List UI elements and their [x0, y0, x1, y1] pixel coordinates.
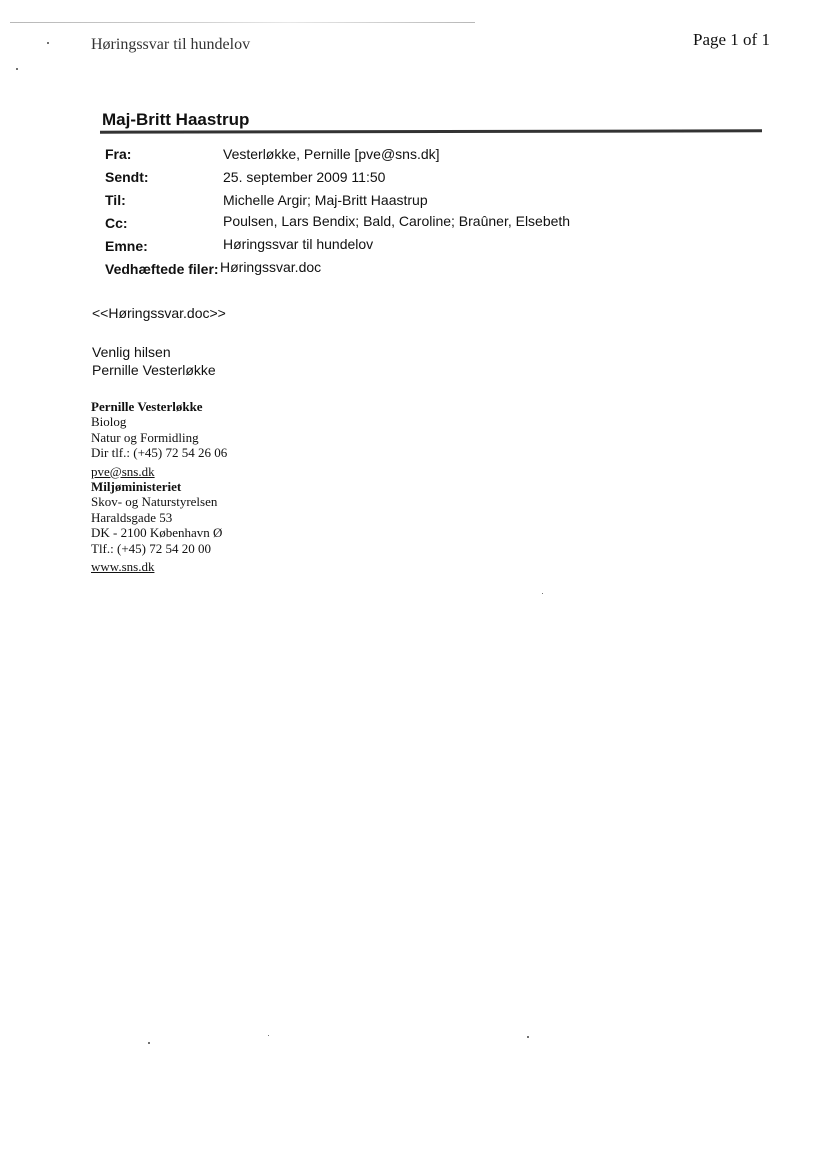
scan-speck	[527, 1036, 529, 1038]
attachments-label: Vedhæftede filer:	[105, 261, 219, 277]
signature-website-link[interactable]: www.sns.dk	[91, 559, 155, 575]
to-label: Til:	[105, 192, 126, 208]
email-signature	[91, 399, 227, 574]
greeting-name: Pernille Vesterløkke	[92, 362, 216, 378]
signature-direct-phone: Dir tlf.: (+45) 72 54 26 06	[91, 445, 228, 461]
cc-label: Cc:	[105, 215, 128, 231]
from-label: Fra:	[105, 146, 132, 162]
signature-email-link[interactable]: pve@sns.dk	[91, 463, 155, 479]
signature-city: DK - 2100 København Ø	[91, 525, 223, 541]
scan-speck	[16, 68, 18, 70]
greeting-line: Venlig hilsen	[92, 344, 171, 360]
cc-value: Poulsen, Lars Bendix; Bald, Caroline; Braûner, Elsebeth	[223, 213, 571, 229]
signature-department: Natur og Formidling	[91, 429, 199, 445]
from-value: Vesterløkke, Pernille [pve@sns.dk]	[223, 146, 440, 162]
signature-name: Pernille Vesterløkke	[91, 399, 203, 414]
greeting-block	[92, 343, 216, 379]
signature-main-phone: Tlf.: (+45) 72 54 20 00	[91, 540, 211, 556]
scan-artifact-line	[10, 22, 475, 23]
sent-value: 25. september 2009 11:50	[223, 169, 386, 185]
document-title: Høringssvar til hundelov	[91, 36, 251, 53]
scan-speck	[148, 1042, 150, 1044]
to-value: Michelle Argir; Maj-Britt Haastrup	[223, 192, 428, 208]
signature-ministry: Miljøministeriet	[91, 479, 182, 495]
sender-name: Maj-Britt Haastrup	[102, 110, 250, 129]
subject-value: Høringssvar til hundelov	[223, 236, 374, 252]
attachments-value: Høringssvar.doc	[220, 259, 322, 275]
signature-title: Biolog	[91, 414, 127, 430]
sent-label: Sendt:	[105, 169, 149, 185]
scan-speck	[542, 593, 543, 594]
signature-agency: Skov- og Naturstyrelsen	[91, 494, 218, 510]
scan-speck	[268, 1035, 269, 1036]
signature-street: Haraldsgade 53	[91, 509, 173, 525]
header-divider	[100, 129, 762, 133]
subject-label: Emne:	[105, 238, 148, 254]
attachment-reference: <<Høringssvar.doc>>	[92, 305, 226, 321]
scan-speck	[47, 42, 49, 44]
page-number: Page 1 of 1	[693, 30, 770, 49]
